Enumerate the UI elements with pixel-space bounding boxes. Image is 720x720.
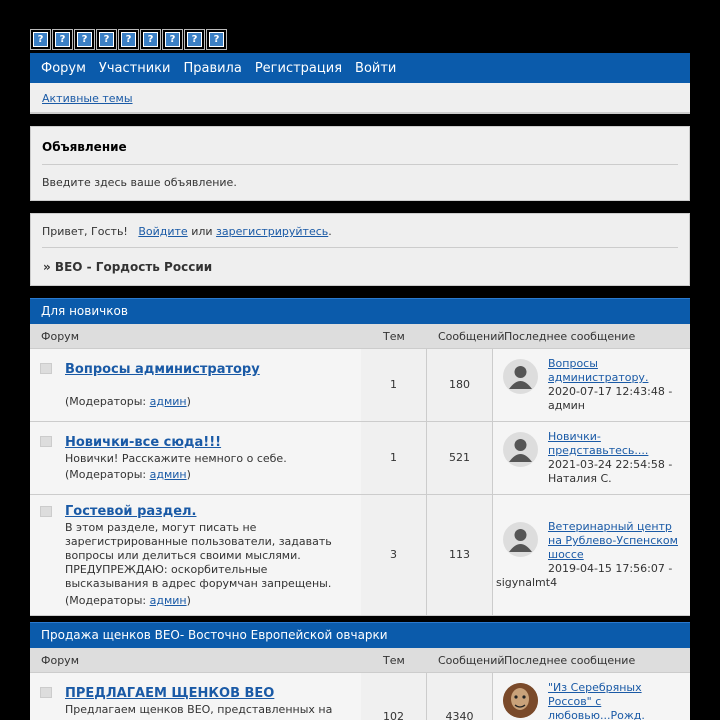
moderator-link[interactable]: админ: [149, 594, 187, 607]
broken-image-icon: ?: [52, 29, 73, 50]
welcome-panel: [30, 213, 690, 286]
announcement-panel: [30, 126, 690, 201]
broken-image-icon: ?: [140, 29, 161, 50]
main-nav: [30, 53, 690, 83]
col-posts: Сообщений: [438, 654, 505, 667]
login-link[interactable]: Войдите: [138, 225, 188, 238]
moderator-link[interactable]: админ: [149, 468, 187, 481]
default-avatar-icon: [503, 432, 538, 467]
active-topics-link[interactable]: Активные темы: [42, 92, 133, 105]
nav-rules[interactable]: Правила: [183, 60, 242, 76]
col-forum: Форум: [41, 654, 79, 667]
greeting: Привет, Гость!: [42, 225, 128, 238]
forum-moderators: (Модераторы: админ): [65, 594, 191, 607]
forum-title-link[interactable]: ПРЕДЛАГАЕМ ЩЕНКОВ ВЕО: [65, 686, 275, 701]
last-post-link[interactable]: Новички-представьтесь....: [548, 430, 649, 457]
topic-count: 1: [390, 378, 397, 391]
col-topics: Тем: [383, 654, 405, 667]
nav-register[interactable]: Регистрация: [254, 60, 343, 76]
moderator-link[interactable]: админ: [149, 395, 187, 408]
col-posts: Сообщений: [438, 330, 505, 343]
announcement-title: Объявление: [42, 140, 127, 154]
topic-count: 102: [383, 710, 404, 720]
default-avatar-icon: [503, 359, 538, 394]
forum-moderators: (Модераторы: админ): [65, 468, 191, 481]
last-post-user: Наталия С.: [548, 472, 612, 485]
divider: [42, 164, 678, 165]
col-forum: Форум: [41, 330, 79, 343]
forum-title-link[interactable]: Новички-все сюда!!!: [65, 435, 222, 450]
col-topics: Тем: [383, 330, 405, 343]
forum-row: [30, 673, 690, 720]
forum-description: В этом разделе, могут писать не зарегистрированные пользователи, задавать вопросы или делиться своими мыслями. ПРЕДУПРЕЖДАЮ: оскорбительные высказывания в адрес форумчан запрещены.: [65, 521, 332, 590]
welcome-line: [42, 225, 332, 238]
breadcrumb: » ВЕО - Гордость России: [43, 260, 213, 274]
post-count: 180: [449, 378, 470, 391]
nav-members[interactable]: Участники: [98, 60, 171, 76]
header-banner: [30, 29, 227, 51]
forum-title-link[interactable]: Вопросы администратору: [65, 362, 260, 377]
nav-login[interactable]: Войти: [355, 60, 397, 76]
last-post-link[interactable]: Ветеринарный центр на Рублево-Успенском шоссе: [548, 520, 678, 561]
col-last: Последнее сообщение: [504, 330, 636, 343]
forum-status-icon: [40, 687, 52, 698]
last-post-user: админ: [548, 399, 585, 412]
last-post-link[interactable]: "Из Серебряных Россов" с любовью...Рожд.: [548, 681, 645, 720]
post-count: 521: [449, 451, 470, 464]
last-post-date: 2021-03-24 22:54:58 -: [548, 458, 673, 471]
forum-description: Новички! Расскажите немного о себе.: [65, 452, 287, 465]
last-post-link[interactable]: Вопросы администратору.: [548, 357, 649, 384]
category-puppies: [30, 622, 690, 720]
broken-image-icon: ?: [96, 29, 117, 50]
forum-row: [30, 495, 690, 616]
divider: [42, 247, 678, 248]
period-text: .: [328, 225, 332, 238]
category-title[interactable]: Продажа щенков ВЕО- Восточно Европейской овчарки: [30, 622, 690, 648]
broken-image-icon: ?: [74, 29, 95, 50]
broken-image-icon: ?: [184, 29, 205, 50]
broken-image-icon: ?: [118, 29, 139, 50]
last-post-date: 2020-07-17 12:43:48 -: [548, 385, 673, 398]
nav-forum[interactable]: Форум: [41, 60, 86, 76]
category-newbies: [30, 298, 690, 616]
register-link[interactable]: зарегистрируйтесь: [216, 225, 329, 238]
column-header: [30, 648, 690, 673]
or-text: или: [191, 225, 213, 238]
user-avatar-icon: [503, 683, 538, 718]
forum-title-link[interactable]: Гостевой раздел.: [65, 504, 197, 519]
category-title[interactable]: Для новичков: [30, 298, 690, 324]
forum-description: Предлагаем щенков ВЕО, представленных на: [65, 703, 333, 716]
post-count: 4340: [445, 710, 474, 720]
col-last: Последнее сообщение: [504, 654, 636, 667]
broken-image-icon: ?: [30, 29, 51, 50]
topic-count: 1: [390, 451, 397, 464]
topic-count: 3: [390, 548, 397, 561]
forum-status-icon: [40, 436, 52, 447]
column-header: [30, 324, 690, 349]
broken-image-icon: ?: [162, 29, 183, 50]
forum-row: [30, 422, 690, 495]
forum-status-icon: [40, 363, 52, 374]
default-avatar-icon: [503, 522, 538, 557]
forum-moderators: (Модераторы: админ): [65, 395, 191, 408]
last-post-user: sigynalmt4: [496, 576, 558, 589]
last-post-date: 2019-04-15 17:56:07 -: [548, 562, 673, 575]
broken-image-icon: ?: [206, 29, 227, 50]
announcement-text: Введите здесь ваше объявление.: [42, 176, 237, 189]
post-count: 113: [449, 548, 470, 561]
forum-status-icon: [40, 506, 52, 517]
sub-nav: [30, 83, 690, 114]
forum-row: [30, 349, 690, 422]
